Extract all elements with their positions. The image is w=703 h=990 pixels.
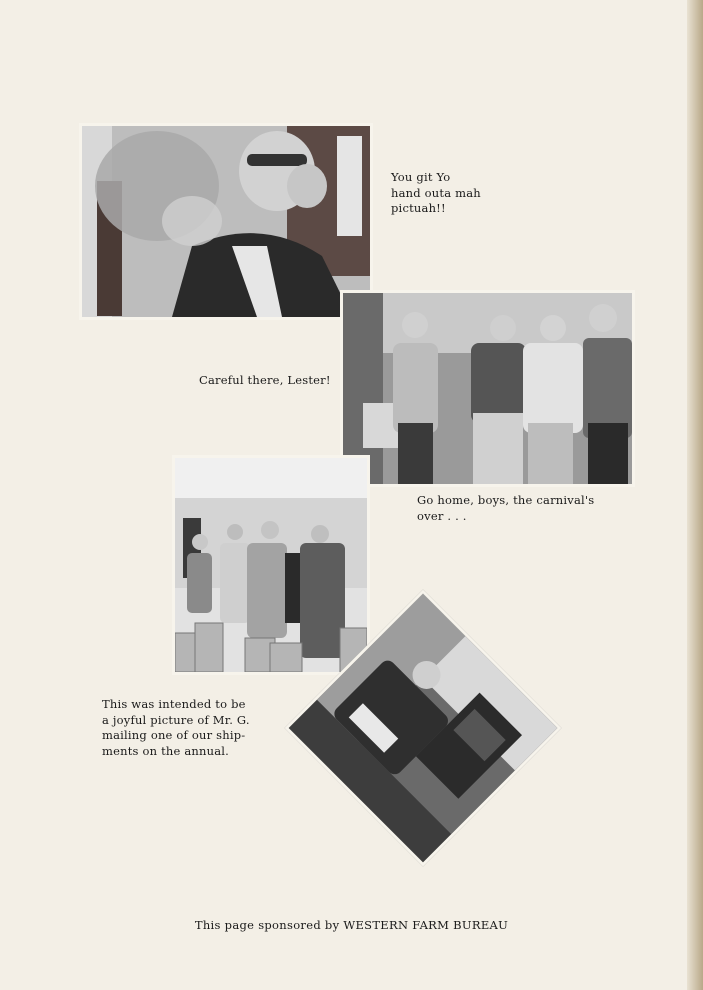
photo-boys-looking-up — [340, 290, 635, 487]
caption-photo4: This was intended to be a joyful picture of Mr. G. mailing one of our ship- ments on the annual. — [102, 697, 250, 758]
sponsor-footer: This page sponsored by WESTERN FARM BUREAU — [194, 918, 509, 932]
caption-photo3: Go home, boys, the carnival's over . . . — [417, 493, 595, 523]
caption-photo2: Careful there, Lester! — [199, 373, 331, 387]
caption-photo1: You git Yo hand outa mah pictuah!! — [391, 170, 481, 215]
photo-group-in-room — [172, 455, 370, 675]
photo-hand-over-camera — [79, 123, 373, 320]
page-edge — [687, 0, 703, 990]
